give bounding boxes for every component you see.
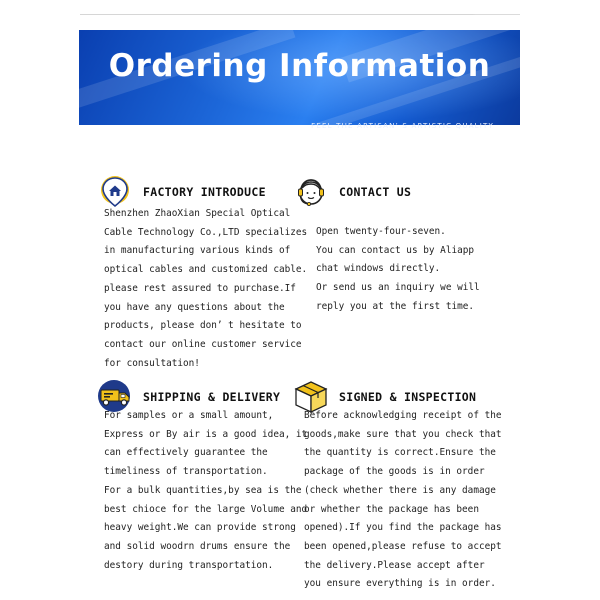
body-line: best chioce for the large Volume and	[104, 503, 308, 515]
body-line: the delivery.Please accept after	[304, 559, 485, 571]
headset-agent-icon	[294, 176, 328, 210]
contact-us-body	[316, 223, 480, 317]
body-line: been opened,please refuse to accept	[304, 540, 502, 552]
banner-title: Ordering Information	[108, 48, 491, 84]
body-line: in manufacturing various kinds of	[104, 245, 291, 257]
top-divider	[80, 14, 520, 15]
body-line: Cable Technology Co.,LTD specializes	[104, 226, 308, 238]
body-line: the quantity is correct.Ensure the	[304, 447, 496, 459]
body-line: reply you at the first time.	[316, 300, 475, 312]
body-line: Or send us an inquiry we will	[316, 282, 480, 294]
factory-introduce-title: FACTORY INTRODUCE	[143, 185, 266, 199]
shipping-delivery-body	[104, 407, 307, 575]
body-line: You can contact us by Aliapp	[316, 244, 475, 256]
contact-us-title: CONTACT US	[339, 185, 412, 199]
signed-inspection-title: SIGNED & INSPECTION	[339, 390, 477, 404]
body-line: Before acknowledging receipt of the	[304, 410, 502, 421]
body-line: optical cables and customized cable.	[104, 264, 308, 276]
body-line: for consultation!	[104, 357, 200, 369]
body-line: opened).If you find the package has	[304, 522, 502, 534]
body-line: goods,make sure that you check that	[304, 428, 502, 440]
body-line: can effectively guarantee the	[104, 447, 268, 459]
body-line: and solid woodrn drums ensure the	[104, 540, 291, 552]
header-banner: Ordering Information FEEL THE ARTISAN’ S ARTISTIC QUALITY	[79, 30, 520, 125]
body-line: contact our online customer service	[104, 338, 302, 350]
body-line: Express or By air is a good idea, it	[104, 428, 308, 440]
body-line: you have any questions about the	[104, 301, 285, 313]
body-line: For a bulk quantities,by sea is the	[104, 484, 302, 496]
body-line: For samples or a small amount,	[104, 410, 274, 421]
body-line: destory during transportation.	[104, 559, 274, 571]
factory-introduce-body	[104, 205, 307, 373]
body-line: chat windows directly.	[316, 263, 441, 275]
body-line: Shenzhen ZhaoXian Special Optical	[104, 208, 291, 219]
body-line: package of the goods is in order	[304, 466, 485, 478]
body-line: Open twenty-four-seven.	[316, 226, 446, 237]
signed-inspection-body	[304, 407, 502, 594]
shipping-delivery-title: SHIPPING & DELIVERY	[143, 390, 281, 404]
body-line: you ensure everything is in order.	[304, 578, 496, 590]
location-house-icon	[98, 175, 132, 209]
body-line: or whether the package has been	[304, 503, 479, 515]
body-line: products, please don’ t hesitate to	[104, 320, 302, 332]
body-line: please rest assured to purchase.If	[104, 282, 296, 294]
body-line: (check whether there is any damage	[304, 484, 496, 496]
body-line: heavy weight.We can provide strong	[104, 522, 296, 534]
body-line: timeliness of transportation.	[104, 466, 268, 478]
